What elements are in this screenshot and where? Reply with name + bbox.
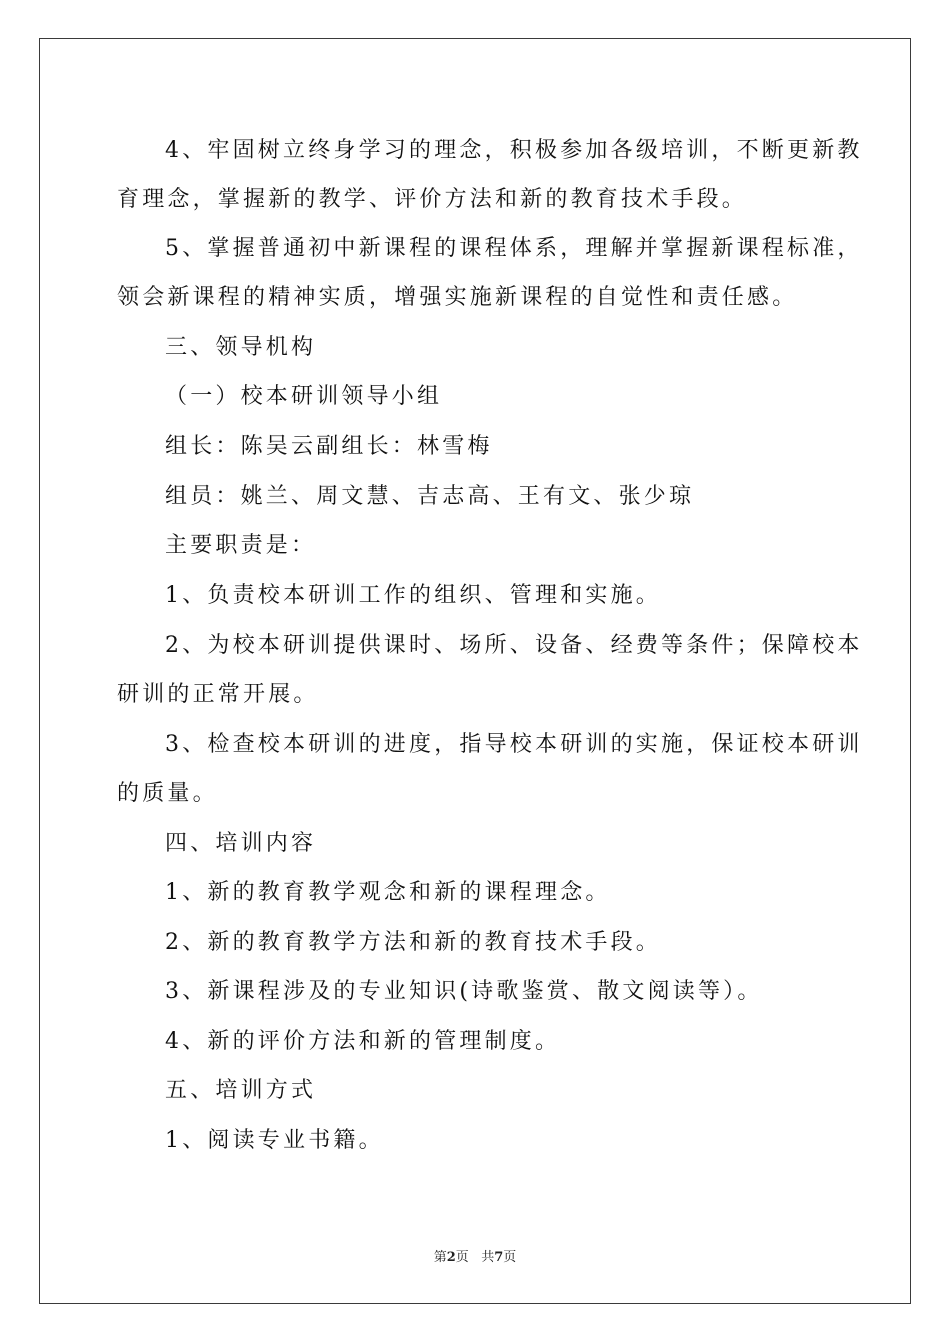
paragraph-line: 1、阅读专业书籍。 (165, 1128, 384, 1153)
section-heading: 五、培训方式 (165, 1078, 317, 1103)
paragraph-line: 组长：陈吴云副组长：林雪梅 (165, 434, 493, 459)
paragraph-line: 2、新的教育教学方法和新的教育技术手段。 (165, 930, 661, 955)
paragraph-line: 2、为校本研训提供课时、场所、设备、经费等条件；保障校本 (165, 633, 863, 658)
paragraph-line: 1、负责校本研训工作的组织、管理和实施。 (165, 583, 661, 608)
total-suffix: 页 (503, 1250, 517, 1265)
paragraph-line: 的质量。 (117, 781, 218, 806)
total-prefix: 共 (481, 1250, 495, 1265)
paragraph-line: 主要职责是： (165, 533, 317, 558)
page-footer (0, 1246, 950, 1265)
section-heading: 四、培训内容 (165, 831, 317, 856)
paragraph-line: 4、新的评价方法和新的管理制度。 (165, 1029, 561, 1054)
subsection-heading: （一）校本研训领导小组 (165, 384, 443, 409)
paragraph-line: 领会新课程的精神实质，增强实施新课程的自觉性和责任感。 (117, 285, 798, 310)
paragraph-line: 4、牢固树立终身学习的理念，积极参加各级培训，不断更新教 (165, 138, 863, 163)
section-heading: 三、领导机构 (165, 335, 317, 360)
paragraph-line: 育理念，掌握新的教学、评价方法和新的教育技术手段。 (117, 187, 748, 212)
paragraph-line: 3、新课程涉及的专业知识(诗歌鉴赏、散文阅读等）。 (165, 979, 763, 1004)
paragraph-line: 组员：姚兰、周文慧、吉志高、王有文、张少琼 (165, 484, 695, 509)
page-prefix: 第 (433, 1250, 447, 1265)
page-border (39, 38, 911, 1304)
paragraph-line: 1、新的教育教学观念和新的课程理念。 (165, 880, 611, 905)
paragraph-line: 5、掌握普通初中新课程的课程体系，理解并掌握新课程标准， (165, 236, 863, 261)
paragraph-line: 研训的正常开展。 (117, 682, 319, 707)
page-number: 2 (446, 1250, 456, 1265)
total-pages: 7 (494, 1250, 504, 1265)
paragraph-line: 3、检查校本研训的进度，指导校本研训的实施，保证校本研训 (165, 732, 863, 757)
page-suffix: 页 (455, 1250, 469, 1265)
